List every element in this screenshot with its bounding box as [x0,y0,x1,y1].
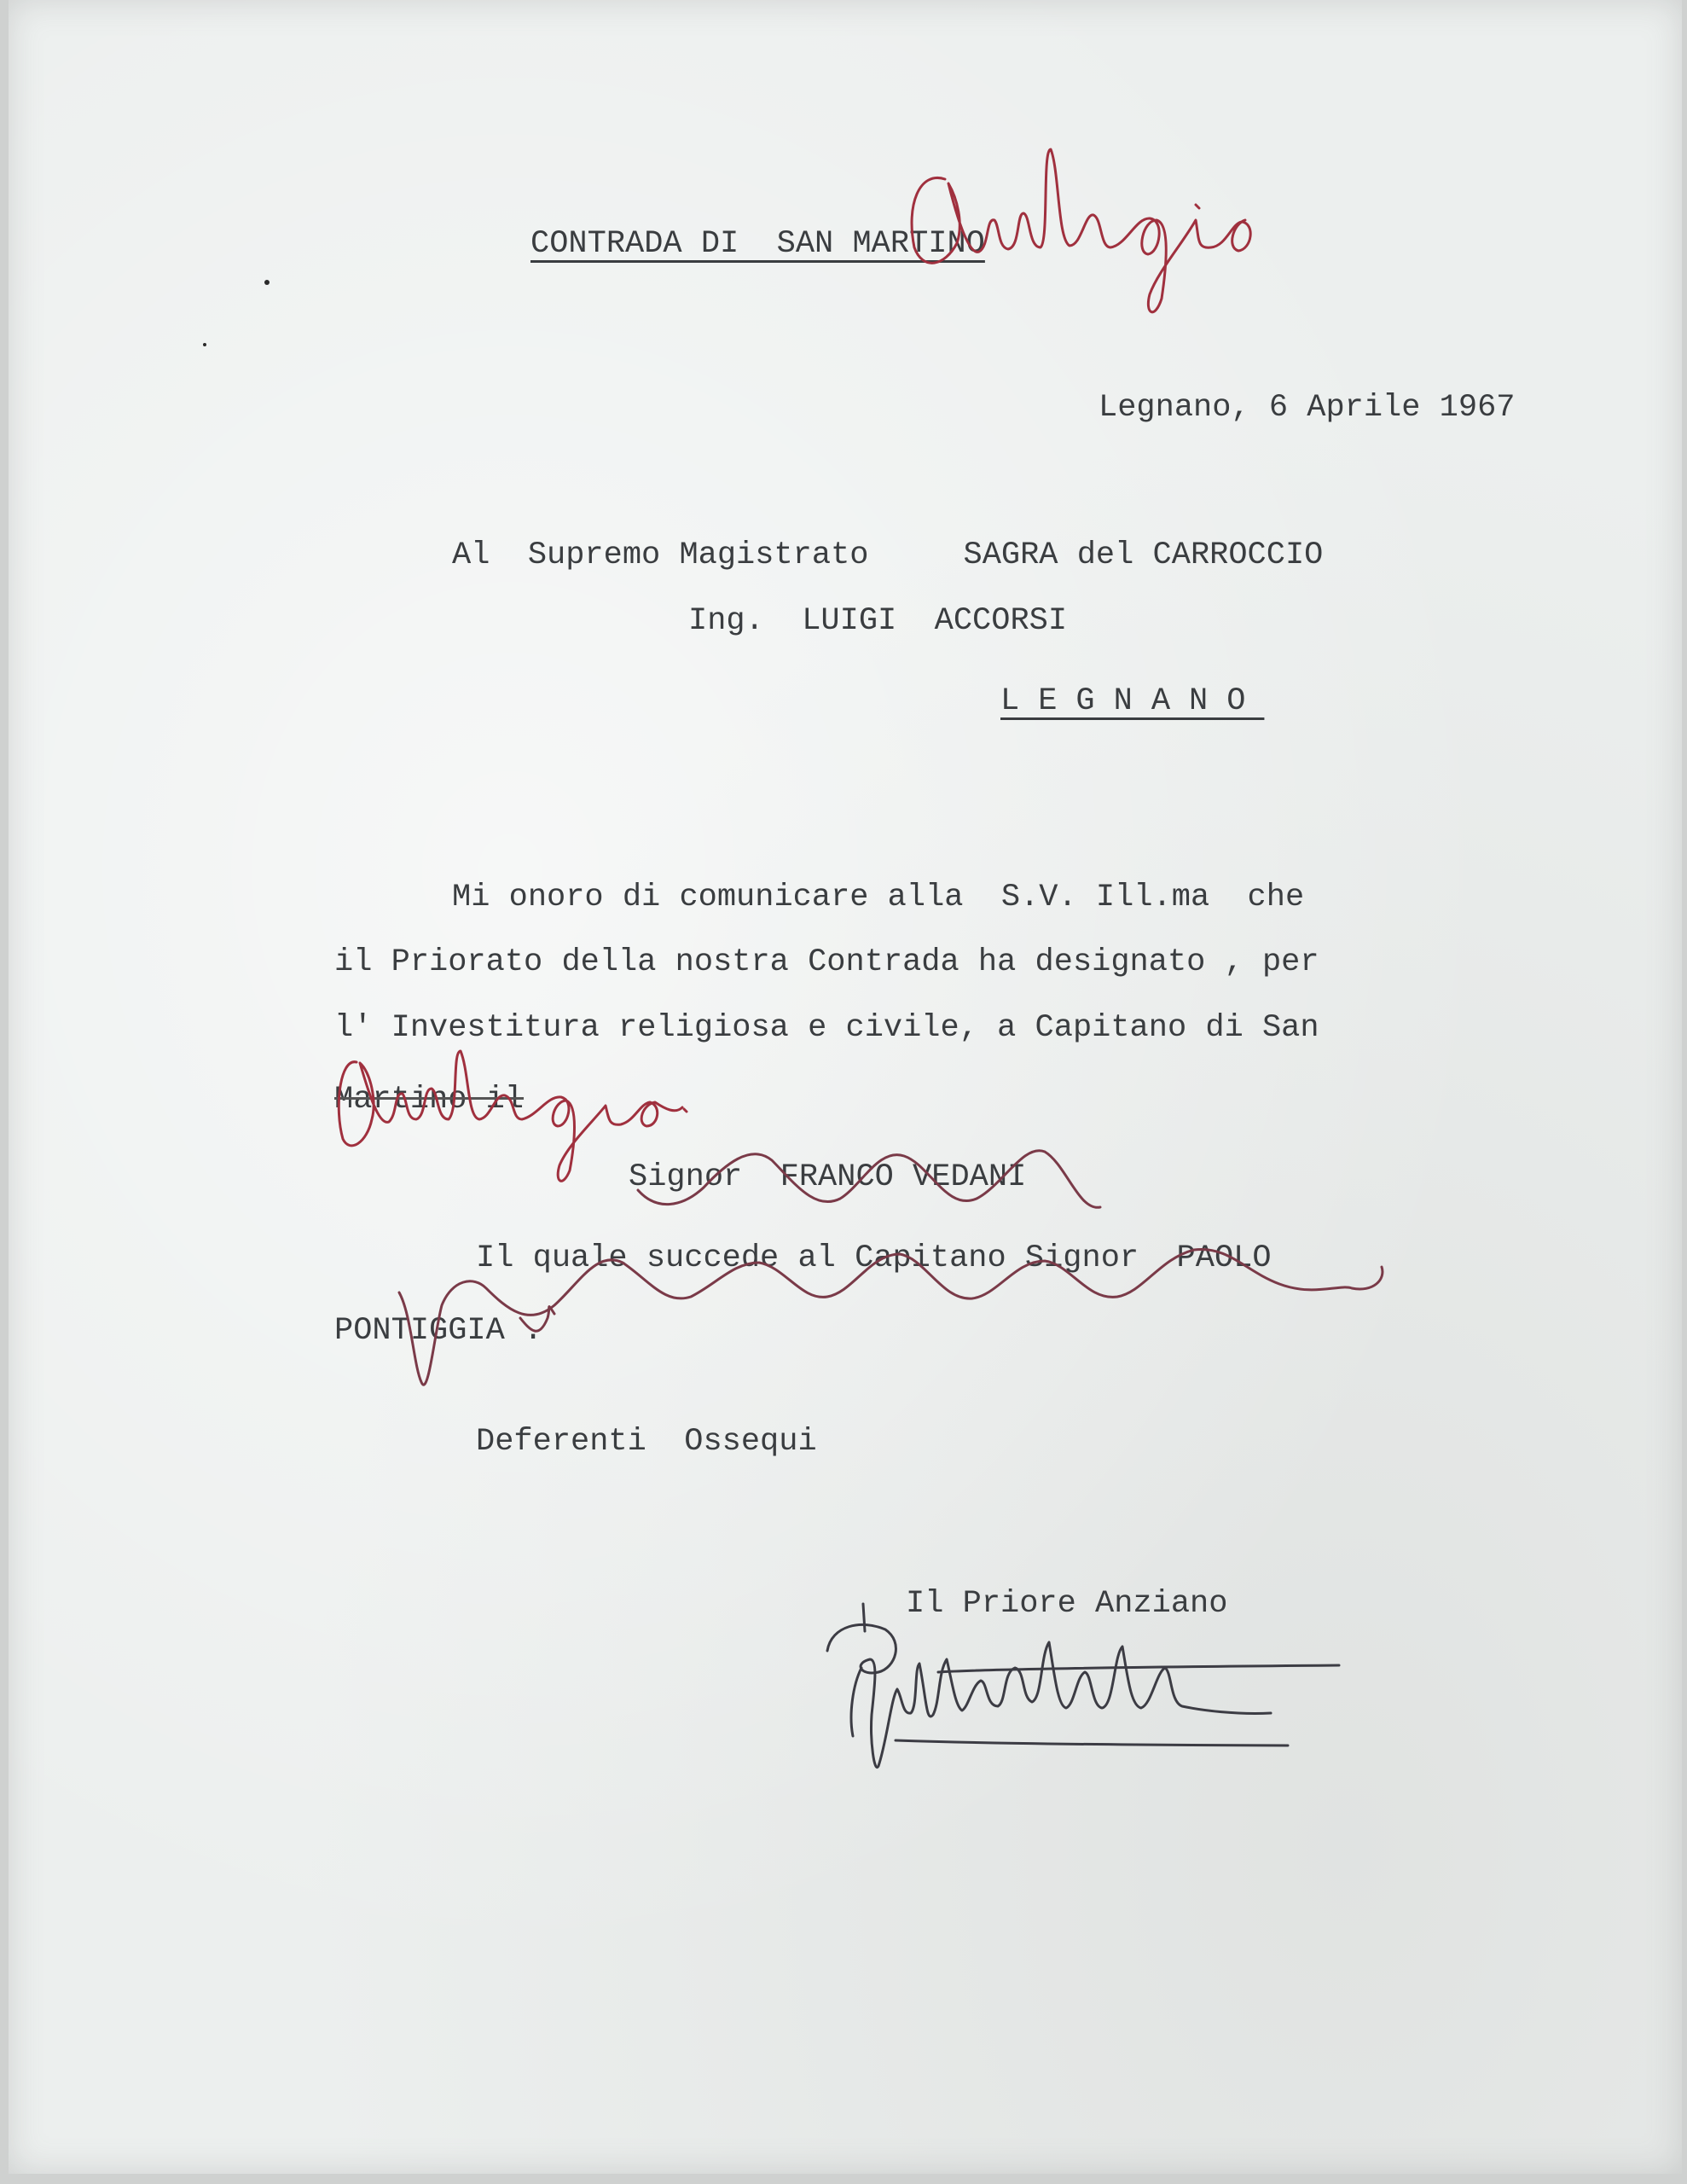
letter-page [9,0,1682,2174]
body-line-1: Mi onoro di comunicare alla S.V. Ill.ma che [452,880,1305,915]
addressee-line-1: Al Supremo Magistrato SAGRA del CARROCCIO [452,537,1324,573]
place-date: Legnano, 6 Aprile 1967 [1099,390,1516,426]
signature-il-priore-anziano [9,0,1682,2174]
signature-title: Il Priore Anziano [906,1586,1228,1622]
closing: Deferenti Ossequi [476,1424,817,1460]
addressee-city: LEGNANO [1000,683,1265,719]
body-line-6: Il quale succede al Capitano Signor PAOLO [476,1240,1272,1276]
addressee-line-2: Ing. LUIGI ACCORSI [688,603,1068,639]
body-line-4: Martino il [334,1082,525,1118]
body-line-5: Signor FRANCO VEDANI [629,1159,1027,1195]
body-line-3: l' Investitura religiosa e civile, a Capitano di San [334,1010,1319,1046]
letter-heading: CONTRADA DI SAN MARTINO [530,226,985,262]
body-line-7: PONTIGGIA . [334,1313,543,1349]
body-line-2: il Priorato della nostra Contrada ha designato , per [334,944,1319,980]
